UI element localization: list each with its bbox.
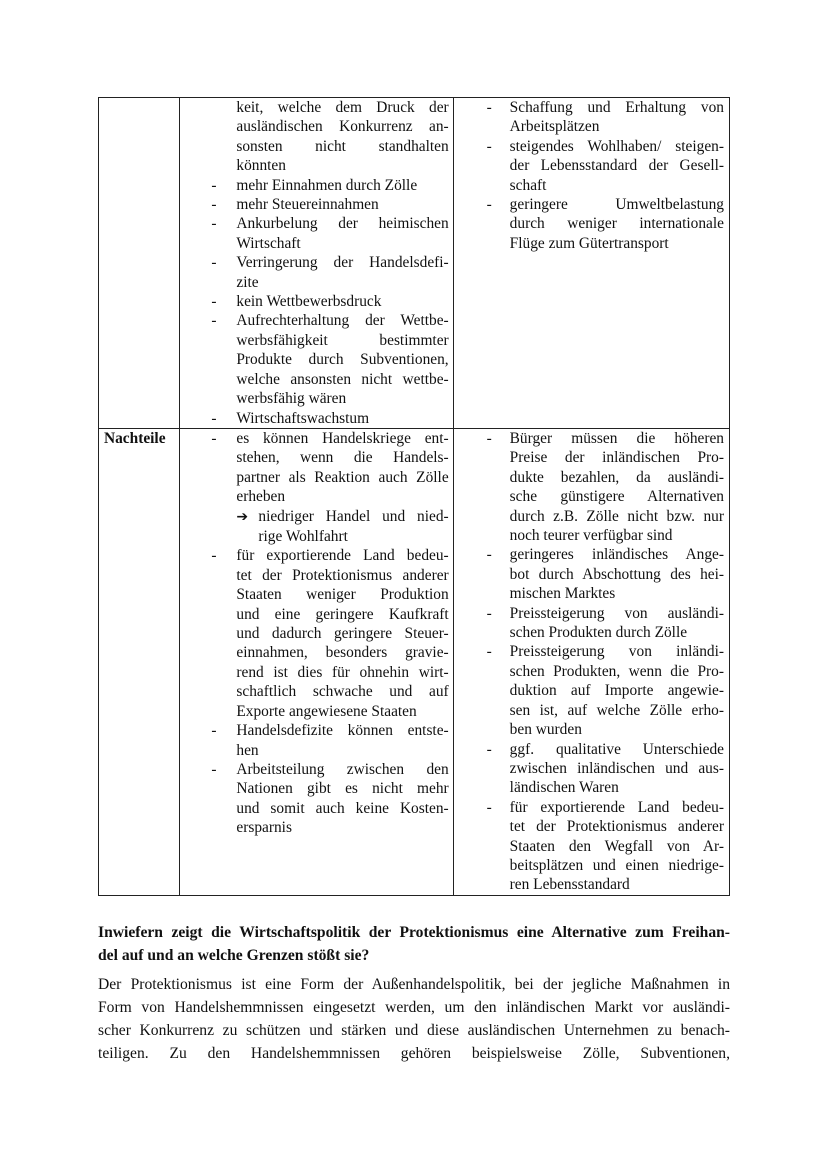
dash-bullet: - xyxy=(486,430,492,447)
list-item xyxy=(454,448,729,467)
list-item xyxy=(454,604,729,623)
list-item xyxy=(454,837,729,856)
list-item-text: mischen Marktes xyxy=(509,585,616,603)
list-item-text: partner als Reaktion auch Zölle xyxy=(236,468,449,486)
list-item-text: erheben xyxy=(236,488,286,506)
list-item xyxy=(454,856,729,875)
list-item-text: durch z.B. Zölle nicht bzw. nur xyxy=(509,507,724,525)
list-item-text: ausländischen Konkurrenz an- xyxy=(236,118,449,136)
list-item xyxy=(454,98,729,117)
list-item xyxy=(454,798,729,817)
list-item-text: Wirtschaftswachstum xyxy=(236,409,370,427)
list-item-text: zite xyxy=(236,273,259,291)
paragraph-line: Form von Handelshemmnissen eingesetzt werden, um den inländischen Markt vor ausländi- xyxy=(98,999,730,1016)
list-item xyxy=(454,195,729,214)
paragraph-line: scher Konkurrenz zu schützen und stärken und diese ausländischen Unternehmen zu benach- xyxy=(98,1022,730,1039)
list-item-text: bot durch Abschottung des hei- xyxy=(509,565,724,583)
list-item-text: noch teurer verfügbar sind xyxy=(509,527,673,545)
list-item xyxy=(454,623,729,642)
list-item-text: Flüge zum Gütertransport xyxy=(509,234,669,252)
list-item xyxy=(454,545,729,564)
list-item xyxy=(454,468,729,487)
dash-bullet: - xyxy=(486,99,492,116)
row2-mid-cell xyxy=(180,429,453,896)
table-row-nachteile xyxy=(99,429,730,896)
list-item-text: und somit auch keine Kosten- xyxy=(236,799,449,817)
list-item-text: tet der Protektionismus anderer xyxy=(236,566,449,584)
row-label-nachteile: Nachteile xyxy=(104,430,166,447)
list-item xyxy=(454,565,729,584)
arrow-text: rige Wohlfahrt xyxy=(258,528,348,546)
list-item-text: kein Wettbewerbsdruck xyxy=(236,293,382,311)
list-item-text: für exportierende Land bedeu- xyxy=(509,798,724,816)
list-item xyxy=(180,214,452,233)
list-item-text: Preissteigerung von inländi- xyxy=(509,643,724,661)
list-item xyxy=(180,605,452,624)
pros-cons-table xyxy=(98,97,730,896)
dash-bullet: - xyxy=(211,293,217,311)
list-item xyxy=(180,779,452,798)
paragraph-line: Der Protektionismus ist eine Form der Außenhandelspolitik, bei der jegliche Maßnahmen in xyxy=(98,976,730,993)
table-row-vorteile xyxy=(99,98,730,429)
list-item-text: geringeres inländisches Ange- xyxy=(509,546,724,564)
list-item-text: Arbeitsplätzen xyxy=(509,118,600,136)
list-item-text: für exportierende Land bedeu- xyxy=(236,547,449,565)
list-item-text: mehr Steuereinnahmen xyxy=(236,196,379,214)
list-item-text: mehr Einnahmen durch Zölle xyxy=(236,176,418,194)
list-item-text: Schaffung und Erhaltung von xyxy=(509,99,724,116)
list-item xyxy=(454,875,729,894)
list-item-text: Arbeitsteilung zwischen den xyxy=(236,760,449,778)
list-item-text: Bürger müssen die höheren xyxy=(509,430,724,447)
list-item-text: ggf. qualitative Unterschiede xyxy=(509,740,724,758)
list-item-text: könnten xyxy=(236,157,286,175)
list-item xyxy=(454,759,729,778)
list-item xyxy=(180,702,452,721)
list-item-text: ersparnis xyxy=(236,819,292,837)
dash-bullet: - xyxy=(486,604,492,622)
list-item xyxy=(454,487,729,506)
list-item-text: welche ansonsten nicht wettbe- xyxy=(236,370,449,388)
list-item xyxy=(454,234,729,253)
list-item-text: durch weniger internationale xyxy=(509,215,724,233)
list-item-text: Aufrechterhaltung der Wettbe- xyxy=(236,312,449,330)
list-item xyxy=(454,662,729,681)
list-item-text: hen xyxy=(236,741,259,759)
list-item xyxy=(180,350,452,369)
list-item xyxy=(180,721,452,740)
list-item-text: sen ist, auf welche Zölle erho- xyxy=(509,701,724,719)
list-item-text: werbsfähigkeit bestimmter xyxy=(236,331,449,349)
list-item-text: und dadurch geringere Steuer- xyxy=(236,625,449,643)
list-item-text: stehen, wenn die Handels- xyxy=(236,449,449,467)
list-item xyxy=(454,701,729,720)
list-item xyxy=(180,409,452,428)
arrow-line xyxy=(180,507,452,527)
list-item-text: Verringerung der Handelsdefi- xyxy=(236,254,449,272)
dash-bullet: - xyxy=(486,740,492,758)
list-item-text: steigendes Wohlhaben/ steigen- xyxy=(509,137,724,155)
list-item xyxy=(180,117,452,136)
list-item-text: sonsten nicht standhalten xyxy=(236,137,449,155)
list-item xyxy=(454,681,729,700)
list-item-text: tet der Protektionismus anderer xyxy=(509,818,724,836)
dash-bullet: - xyxy=(486,137,492,155)
row-label-cell xyxy=(99,98,180,429)
list-item-text: duktion auf Importe angewie- xyxy=(509,682,724,700)
list-item xyxy=(454,156,729,175)
list-item xyxy=(180,624,452,643)
list-item xyxy=(180,818,452,837)
list-item-text: geringere Umweltbelastung xyxy=(509,196,724,214)
list-item-text: werbsfähig wären xyxy=(236,390,347,408)
list-item-text: Preissteigerung von ausländi- xyxy=(509,604,724,622)
list-item xyxy=(180,273,452,292)
list-item xyxy=(180,98,452,117)
list-item xyxy=(180,546,452,565)
list-item-text: beitsplätzen und einen niedrige- xyxy=(509,856,724,874)
list-item-text: schaft xyxy=(509,176,547,194)
list-item xyxy=(454,137,729,156)
list-item-text: einnahmen, besonders gravie- xyxy=(236,644,449,662)
row1-right-list xyxy=(454,98,729,253)
dash-bullet: - xyxy=(211,430,217,447)
list-item-text: keit, welche dem Druck der xyxy=(236,99,449,116)
list-item xyxy=(180,585,452,604)
row-label-cell xyxy=(99,429,180,896)
list-item xyxy=(454,526,729,545)
list-item xyxy=(180,311,452,330)
list-item-text: schaftlich schwache und auf xyxy=(236,683,449,701)
row1-mid-list xyxy=(180,98,452,428)
paragraph-line: teiligen. Zu den Handelshemmnissen gehören beispielsweise Zölle, Subventionen, xyxy=(98,1045,730,1062)
list-item-text: Handelsdefizite können entste- xyxy=(236,722,449,740)
body-paragraph xyxy=(98,973,730,1065)
row1-right-cell xyxy=(453,98,729,429)
list-item-text: schen Produkten, wenn die Pro- xyxy=(509,662,724,680)
list-item-text: rend ist dies für ohnehin wirt- xyxy=(236,663,449,681)
dash-bullet: - xyxy=(211,409,217,427)
row2-mid-list-b xyxy=(180,546,452,837)
list-item-text: schen Produkten durch Zölle xyxy=(509,624,688,642)
list-item xyxy=(180,195,452,214)
heading-line: Inwiefern zeigt die Wirtschaftspolitik der Protektionismus eine Alternative zum Freihan- xyxy=(98,924,730,941)
list-item-text: Produkte durch Subventionen, xyxy=(236,351,449,369)
list-item xyxy=(180,137,452,156)
dash-bullet: - xyxy=(486,546,492,564)
list-item xyxy=(180,331,452,350)
list-item xyxy=(454,214,729,233)
list-item-text: dukte bezahlen, da ausländi- xyxy=(509,468,724,486)
list-item xyxy=(180,292,452,311)
list-item-text: zwischen inländischen und aus- xyxy=(509,759,724,777)
list-item-text: Ankurbelung der heimischen xyxy=(236,215,449,233)
dash-bullet: - xyxy=(211,312,217,330)
list-item xyxy=(454,176,729,195)
row2-mid-list-a xyxy=(180,429,452,507)
list-item xyxy=(180,156,452,175)
list-item-text: ren Lebensstandard xyxy=(509,876,630,894)
list-item-text: Nationen gibt es nicht mehr xyxy=(236,780,449,798)
list-item xyxy=(180,566,452,585)
list-item xyxy=(180,234,452,253)
list-item-text: sche günstigere Alternativen xyxy=(509,488,724,506)
heading-line: del auf und an welche Grenzen stößt sie? xyxy=(98,947,370,964)
list-item xyxy=(180,682,452,701)
dash-bullet: - xyxy=(211,176,217,194)
list-item xyxy=(454,817,729,836)
dash-bullet: - xyxy=(211,254,217,272)
list-item-text: es können Handelskriege ent- xyxy=(236,430,449,447)
row2-right-cell xyxy=(453,429,729,896)
list-item xyxy=(180,370,452,389)
list-item xyxy=(180,389,452,408)
list-item-text: Exporte angewiesene Staaten xyxy=(236,702,417,720)
list-item xyxy=(180,448,452,467)
dash-bullet: - xyxy=(211,547,217,565)
list-item xyxy=(180,799,452,818)
arrow-line xyxy=(180,527,452,546)
list-item-text: ben wurden xyxy=(509,721,582,739)
list-item-text: Wirtschaft xyxy=(236,234,301,252)
list-item xyxy=(454,429,729,448)
list-item xyxy=(180,741,452,760)
list-item-text: Staaten weniger Produktion xyxy=(236,586,449,604)
row1-mid-cell xyxy=(180,98,453,429)
list-item xyxy=(180,760,452,779)
dash-bullet: - xyxy=(486,643,492,661)
arrow-consequence xyxy=(180,507,452,547)
dash-bullet: - xyxy=(486,798,492,816)
list-item-text: der Lebensstandard der Gesell- xyxy=(509,157,724,175)
arrow-text: niedriger Handel und nied- xyxy=(258,507,449,525)
arrow-right-icon: ➔ xyxy=(236,508,249,525)
list-item-text: ländischen Waren xyxy=(509,779,619,797)
list-item xyxy=(180,253,452,272)
list-item xyxy=(180,468,452,487)
list-item xyxy=(454,642,729,661)
list-item xyxy=(180,643,452,662)
dash-bullet: - xyxy=(211,760,217,778)
list-item xyxy=(180,663,452,682)
dash-bullet: - xyxy=(486,196,492,214)
list-item-text: und eine geringere Kaufkraft xyxy=(236,605,449,623)
list-item xyxy=(454,720,729,739)
list-item xyxy=(454,778,729,797)
list-item xyxy=(454,117,729,136)
list-item-text: Staaten den Wegfall von Ar- xyxy=(509,837,724,855)
question-heading xyxy=(98,921,730,967)
dash-bullet: - xyxy=(211,215,217,233)
list-item xyxy=(180,429,452,448)
list-item xyxy=(454,740,729,759)
list-item-text: Preise der inländischen Pro- xyxy=(509,449,724,467)
list-item xyxy=(180,176,452,195)
list-item xyxy=(454,507,729,526)
list-item xyxy=(454,584,729,603)
row2-right-list xyxy=(454,429,729,895)
list-item xyxy=(180,487,452,506)
dash-bullet: - xyxy=(211,722,217,740)
dash-bullet: - xyxy=(211,196,217,214)
